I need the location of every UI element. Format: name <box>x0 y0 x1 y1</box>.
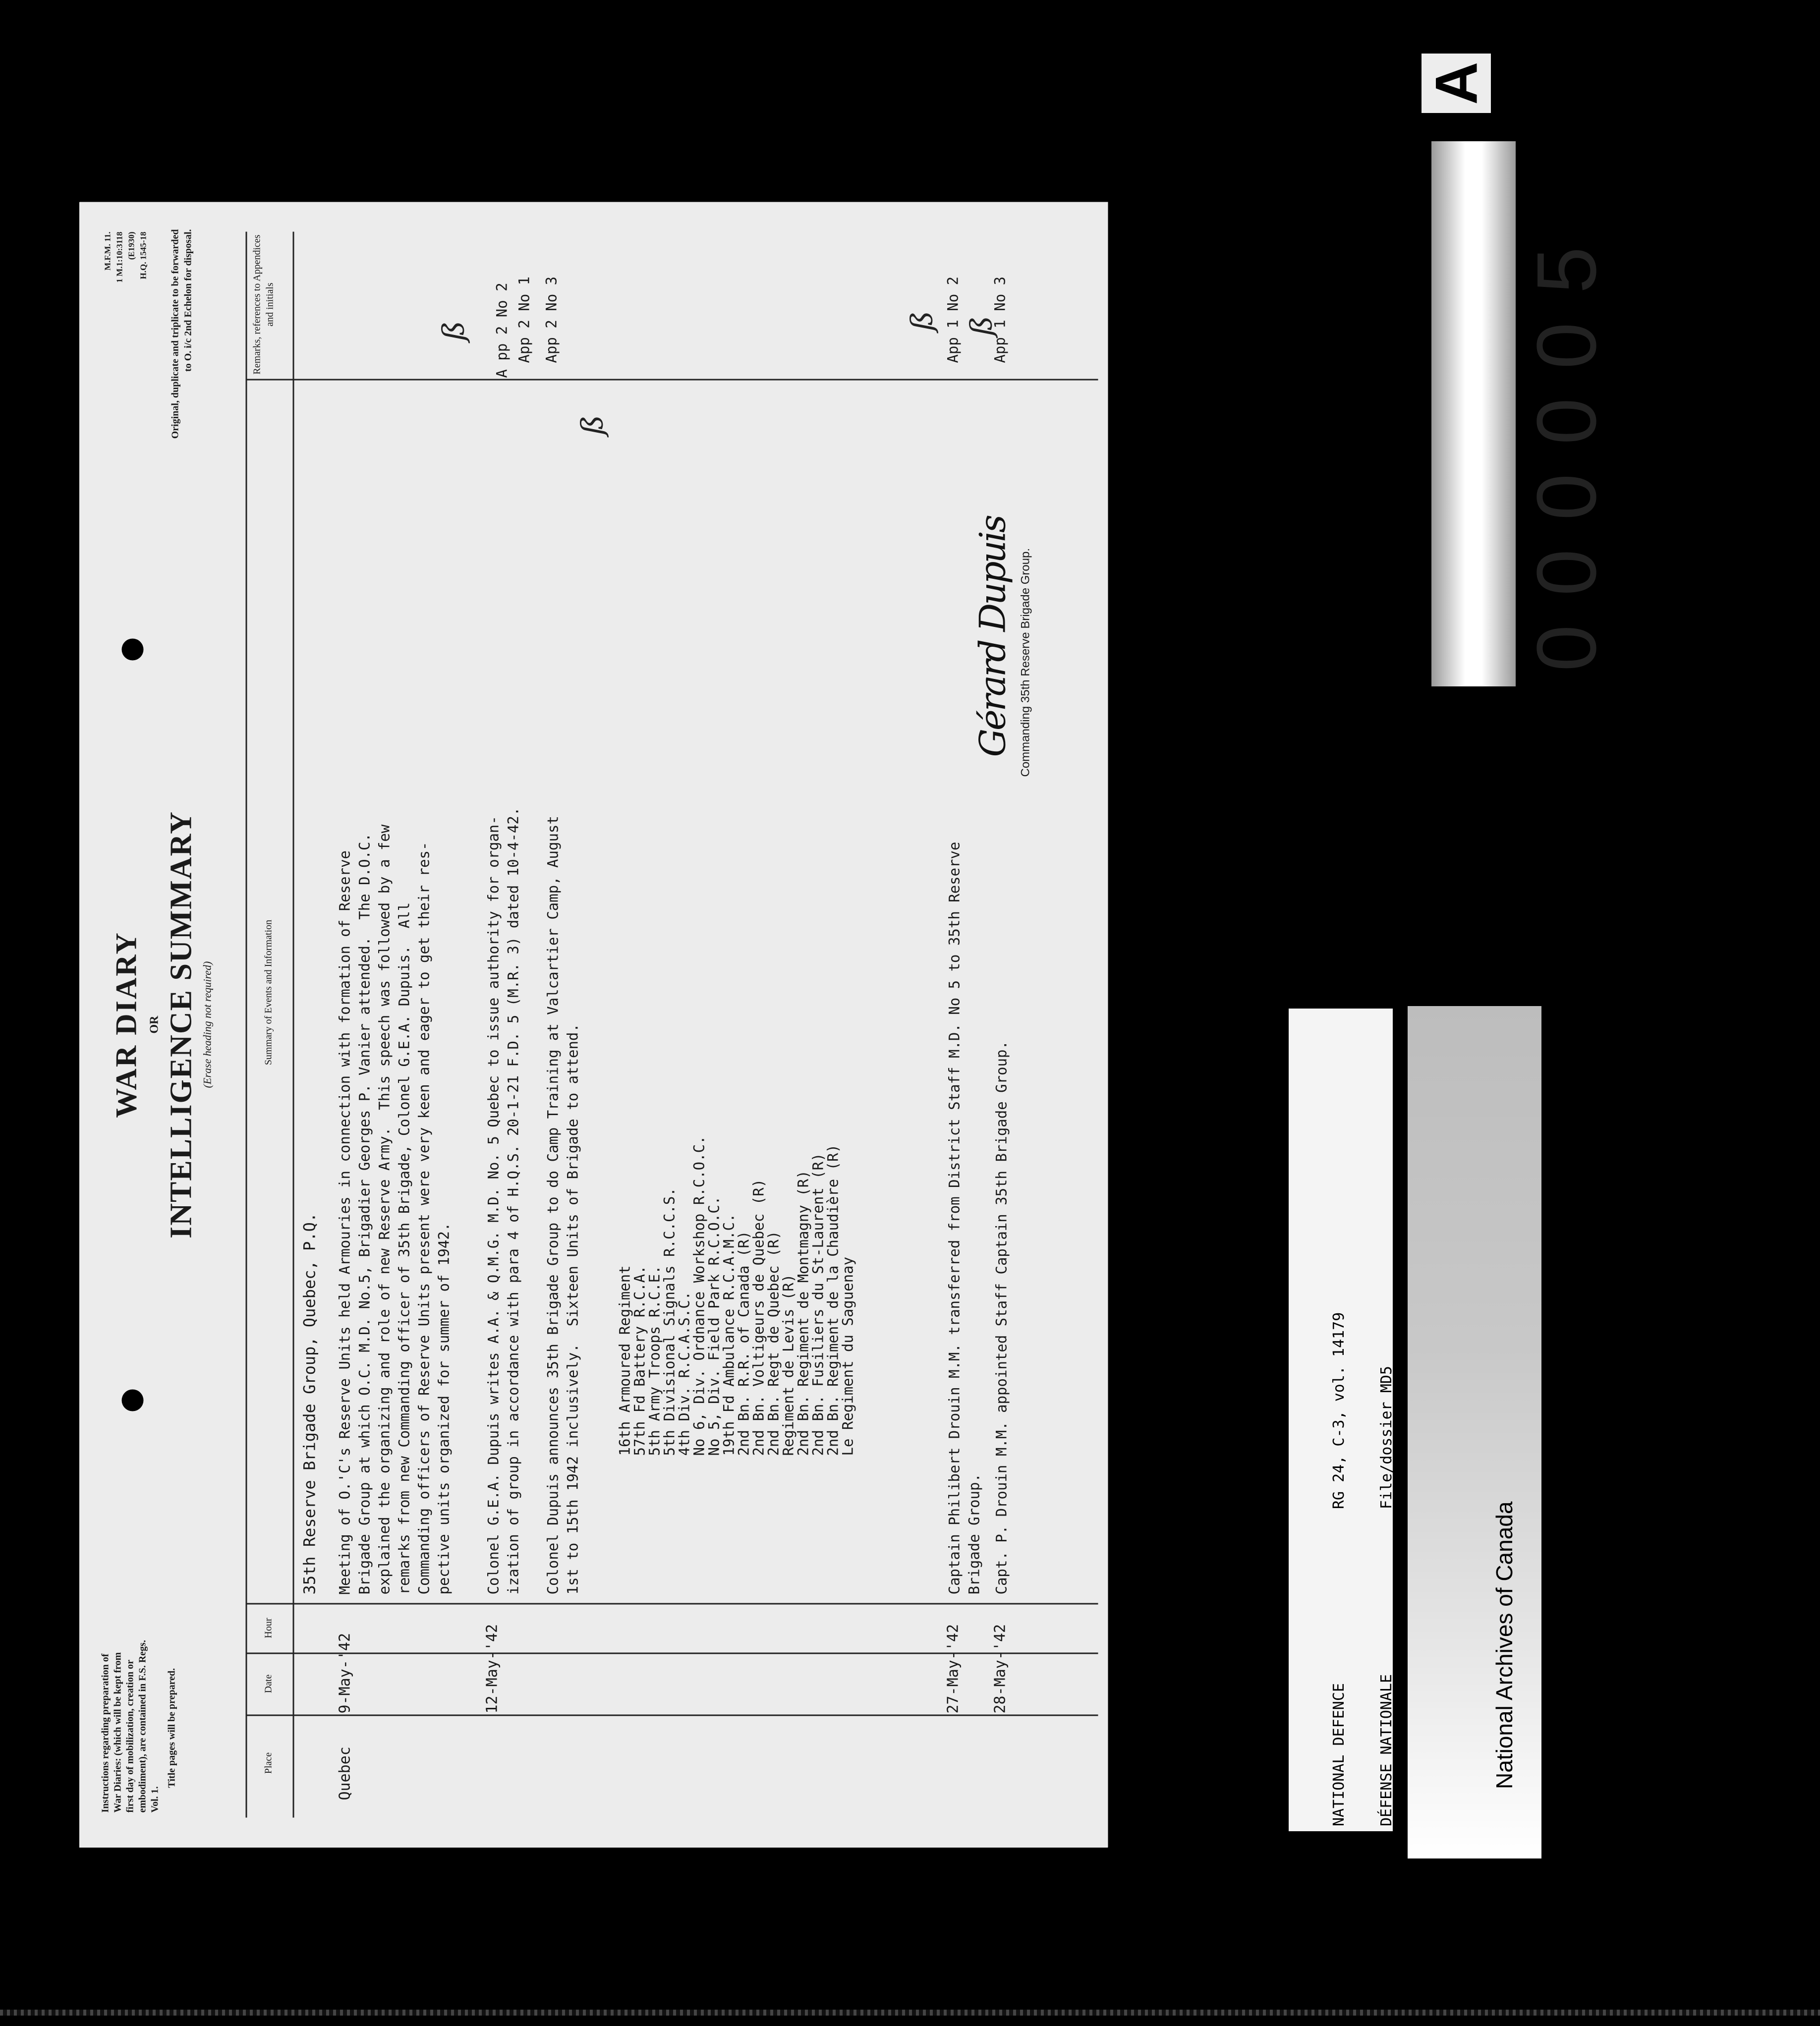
entry-date: 9-May-'42 <box>336 1632 354 1714</box>
col-header-hour: Hour <box>263 1618 274 1638</box>
list-item: 19th Fd Ambulance R.C.A.M.C. <box>720 1213 738 1456</box>
list-item: 5th Army Troops R.C.E. <box>646 1265 663 1456</box>
list-item: No 5, Div. Field Park R.C.O.C. <box>705 1196 723 1456</box>
entry-remark: App 1 No 3 <box>991 276 1009 363</box>
commander-signature: Gérard Dupuis <box>971 516 1014 757</box>
place-value: Quebec <box>336 1746 354 1801</box>
initial-mark: ß <box>964 316 999 336</box>
archive-slip-reference: RG 24, C-3, vol. 14179 File/dossier MD5 <box>1330 1312 1395 1509</box>
entry-text: Meeting of O.'C's Reserve Units held Armouries in connection with formation of Reserve Brigade Group at which O.C. M.D. No.5, Brigadier Georges P. Vanier attended. The D.O.C. explained the organizing and role of new Reserve Army. This speech was followed by a few remarks from new Commanding officer of 35th Brigade, Colonel G.E.A. Dupuis. All Commanding officers of Reserve Units present were very keen and eager to get their res- pective units organized for summer of 1942. <box>336 824 453 1595</box>
archive-reference-slip <box>1289 1009 1393 1831</box>
col-divider-date <box>246 1653 1098 1654</box>
list-item: 2nd Bn. Fusiliers du St-Laurent (R) <box>809 1153 827 1456</box>
table-header-rule <box>293 232 294 1818</box>
unit-list <box>618 1135 855 1456</box>
archives-label: National Archives of Canada Archives nationales du Canada <box>1491 1473 1594 1789</box>
list-item: 2nd Bn. Regt de Quebec (R) <box>765 1231 782 1456</box>
title-erase-note: (Erase heading not required) <box>201 961 214 1088</box>
entry-remark: A pp 2 No 2 <box>493 282 511 378</box>
entry-date: 27-May-'42 <box>944 1624 962 1714</box>
frame-tab: A <box>1422 54 1491 113</box>
entry-text: Colonel G.E.A. Dupuis writes A.A. & Q.M.G. M.D. No. 5 Quebec to issue authority for organ- ization of group in accordance with para 4 of H.Q.S. 20-1-21 F.D. 5 (M.R. 3) dated 10-4-42. <box>485 807 522 1595</box>
frame-number: 000005 <box>1520 218 1614 672</box>
initial-mark: ß <box>436 321 471 341</box>
list-item: Le Regiment du Saguenay <box>839 1256 856 1456</box>
archives-label-slip <box>1408 1006 1594 1858</box>
entry-date: 12-May-'42 <box>483 1624 501 1714</box>
entry-remark: App 1 No 2 <box>944 276 962 363</box>
war-diary-card <box>79 202 1108 1848</box>
table-top-rule <box>246 232 247 1818</box>
col-header-remarks: Remarks, references to Appendices and initials <box>251 234 276 375</box>
list-item: 5th Divisional Signals R.C.C.S. <box>661 1187 678 1456</box>
entry-text: Capt. P. Drouin M.M. appointed Staff Captain 35th Brigade Group. <box>993 1041 1010 1595</box>
initial-mark: ß <box>905 311 940 331</box>
list-item: Regiment de Levis (R) <box>780 1274 797 1456</box>
col-header-date: Date <box>263 1674 274 1693</box>
film-edge <box>0 2010 1820 2016</box>
list-item: No 6, Div. Ordnance Workshop R.C.O.C. <box>690 1135 708 1456</box>
title-war-diary: WAR DIARY <box>110 931 143 1118</box>
entry-text: Captain Philibert Drouin M.M. transferred from District Staff M.D. No 5 to 35th Reserve Brigade Group. <box>946 842 983 1595</box>
title-pages-note: Title pages will be prepared. <box>166 1668 177 1788</box>
list-item: 2nd Bn. Regiment de Montmagny (R) <box>795 1170 812 1456</box>
list-item: 4th Div. R.C.A.S.C. <box>676 1291 693 1456</box>
col-divider-place <box>246 1715 1098 1716</box>
original-note: Original, duplicate and triplicate to be forwarded to O. i/c 2nd Echelon for disposal. <box>170 229 194 439</box>
list-item: 2nd Bn. Voltigeurs de Quebec (R) <box>750 1179 767 1456</box>
unit-heading: 35th Reserve Brigade Group, Quebec, P.Q. <box>300 1212 319 1595</box>
col-header-place: Place <box>263 1752 274 1774</box>
list-item: 2nd Bn. R.R. of Canada (R) <box>735 1231 752 1456</box>
instructions-text: Instructions regarding preparation of War Diaries: (which will be kept from first day of mobilization, creation or embodiment), are contained in F.S. Regs. Vol. 1. <box>100 1640 161 1813</box>
archive-slip-dept: NATIONAL DEFENCE DÉFENSE NATIONALE <box>1330 1674 1395 1826</box>
list-item: 2nd Bn. Regiment de la Chaudière (R) <box>824 1144 842 1456</box>
entry-remark: App 2 No 1 <box>515 276 533 363</box>
commanding-label: Commanding 35th Reserve Brigade Group. <box>1019 548 1032 777</box>
form-number: M.F.M. 11. 1 M.1:10:3118 (E1930) H.Q. 1545-18 <box>103 231 148 283</box>
list-item: 57th Fd Battery R.C.A. <box>631 1265 648 1456</box>
col-divider-hour <box>246 1603 1098 1605</box>
title-intelligence-summary: INTELLIGENCE SUMMARY <box>164 811 198 1238</box>
col-header-summary: Summary of Events and Information <box>263 919 274 1066</box>
entry-remark: App 2 No 3 <box>543 276 560 363</box>
initial-mark: ß <box>575 415 610 435</box>
title-or: OR <box>148 1015 161 1034</box>
col-divider-remarks <box>246 379 1098 381</box>
entry-text: Colonel Dupuis announces 35th Brigade Group to do Camp Training at Valcartier Camp, August 1st to 15th 1942 inclusively. Sixteen Units of Brigade to attend. <box>544 816 581 1595</box>
frame-number-strip <box>1431 141 1614 686</box>
list-item: 16th Armoured Regiment <box>616 1265 633 1456</box>
entry-date: 28-May-'42 <box>991 1624 1009 1714</box>
